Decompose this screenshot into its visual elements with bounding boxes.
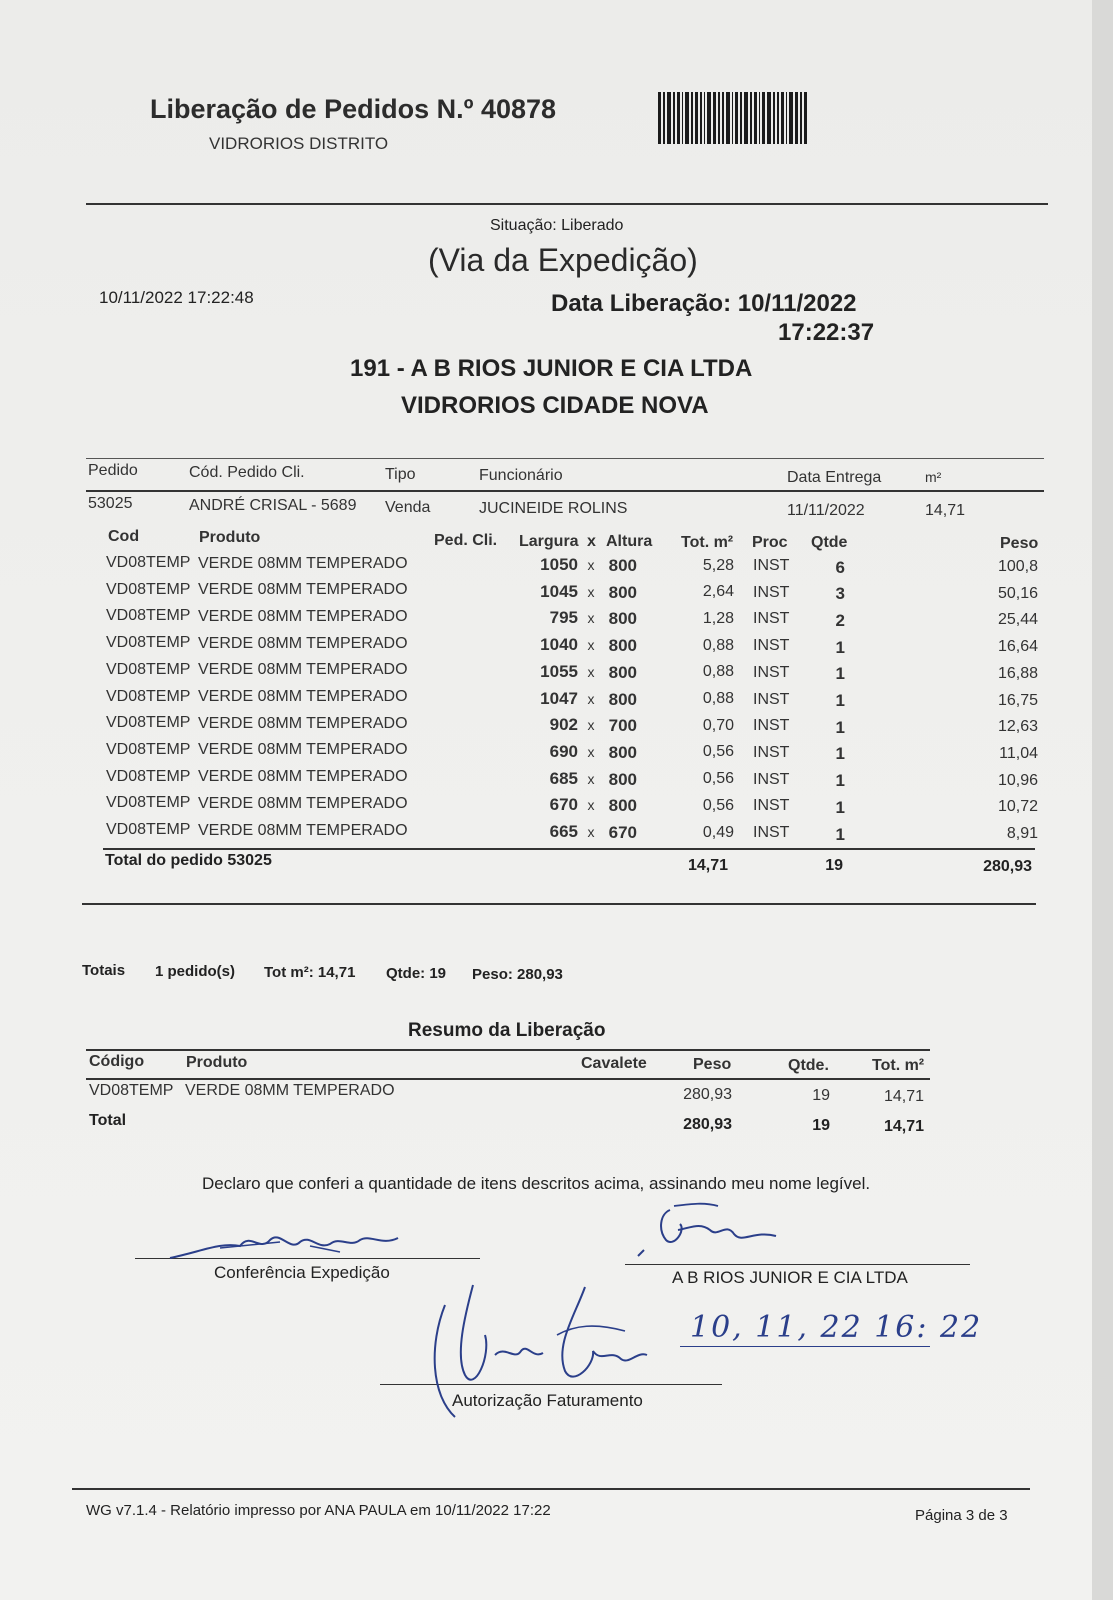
item-proc: INST [753, 717, 790, 735]
item-qtde: 1 [835, 797, 845, 817]
item-peso: 16,88 [997, 664, 1038, 682]
item-qtde: 1 [835, 717, 845, 737]
item-x: x [587, 717, 595, 734]
col-data-entrega: Data Entrega [787, 469, 882, 486]
item-tot-m2: 0,88 [702, 690, 734, 707]
order-total-peso: 280,93 [983, 858, 1032, 875]
item-qtde: 1 [835, 824, 845, 844]
item-largura: 1040 [540, 635, 578, 655]
totals-pedidos: 1 pedido(s) [155, 963, 236, 980]
order-tipo: Venda [385, 499, 431, 516]
header-divider [86, 203, 1048, 205]
item-altura: 800 [608, 689, 637, 709]
item-altura: 800 [608, 796, 637, 816]
item-qtde: 1 [835, 637, 845, 657]
item-x: x [587, 583, 595, 600]
order-cod-cli: ANDRÉ CRISAL - 5689 [189, 497, 357, 514]
item-proc: INST [753, 797, 790, 815]
item-proc: INST [753, 663, 790, 681]
item-largura: 1050 [540, 555, 578, 574]
item-qtde: 2 [835, 610, 845, 630]
item-tot-m2: 0,49 [702, 823, 734, 841]
col-m2: m² [925, 469, 942, 485]
order-funcionario: JUCINEIDE ROLINS [479, 500, 628, 517]
totals-peso: Peso: 280,93 [472, 966, 563, 983]
summary-col-codigo: Código [89, 1053, 145, 1070]
item-peso: 10,96 [997, 771, 1038, 789]
summary-row-qtde: 19 [812, 1087, 830, 1104]
order-pedido: 53025 [88, 495, 133, 512]
summary-top-rule [86, 1049, 930, 1051]
summary-title: Resumo da Liberação [408, 1020, 606, 1041]
item-altura: 800 [608, 582, 637, 602]
summary-col-peso: Peso [693, 1056, 732, 1073]
release-date: Data Liberação: 10/11/2022 [551, 290, 857, 317]
summary-col-produto: Produto [186, 1054, 248, 1071]
summary-row-codigo: VD08TEMP [89, 1082, 174, 1099]
item-largura: 685 [549, 768, 578, 788]
client-name: 191 - A B RIOS JUNIOR E CIA LTDA [350, 355, 753, 382]
summary-total-tot: 14,71 [883, 1118, 924, 1135]
item-altura: 800 [608, 636, 637, 656]
items-total-rule [103, 848, 1035, 850]
item-x: x [587, 797, 595, 814]
item-x: x [587, 770, 595, 787]
item-produto: VERDE 08MM TEMPERADO [198, 794, 408, 812]
item-altura: 700 [608, 716, 637, 736]
handwritten-date-underline [680, 1346, 930, 1347]
col-funcionario: Funcionário [479, 467, 563, 484]
item-tot-m2: 5,28 [702, 556, 734, 574]
item-peso: 50,16 [997, 584, 1038, 602]
client-branch: VIDRORIOS CIDADE NOVA [401, 392, 709, 419]
item-largura: 670 [549, 795, 578, 815]
item-proc: INST [753, 743, 790, 761]
item-altura: 800 [608, 609, 637, 629]
declaration-text: Declaro que conferi a quantidade de itens descritos acima, assinando meu nome legível. [202, 1174, 871, 1193]
summary-row-peso: 280,93 [683, 1086, 732, 1103]
item-qtde: 1 [835, 771, 845, 791]
item-cod: VD08TEMP [106, 821, 191, 838]
summary-col-cavalete: Cavalete [581, 1055, 647, 1072]
item-cod: VD08TEMP [106, 714, 191, 732]
item-largura: 1055 [540, 661, 578, 681]
item-produto: VERDE 08MM TEMPERADO [198, 741, 408, 759]
col-tipo: Tipo [385, 466, 416, 483]
item-proc: INST [753, 690, 790, 708]
item-proc: INST [753, 824, 790, 841]
items-col-produto: Produto [199, 529, 261, 546]
item-altura: 800 [608, 662, 637, 682]
printed-timestamp: 10/11/2022 17:22:48 [99, 288, 254, 307]
summary-total-peso: 280,93 [683, 1116, 732, 1133]
item-largura: 665 [549, 822, 578, 841]
item-peso: 25,44 [997, 611, 1038, 629]
item-produto: VERDE 08MM TEMPERADO [198, 607, 408, 625]
item-proc: INST [753, 770, 790, 788]
item-peso: 10,72 [997, 798, 1038, 816]
item-qtde: 1 [835, 691, 845, 710]
conferencia-signature [160, 1222, 410, 1262]
conferencia-label: Conferência Expedição [214, 1263, 390, 1282]
item-cod: VD08TEMP [106, 580, 191, 598]
item-qtde: 3 [835, 584, 845, 604]
item-peso: 11,04 [999, 744, 1038, 762]
item-tot-m2: 0,88 [702, 663, 734, 681]
item-x: x [587, 824, 595, 840]
item-cod: VD08TEMP [106, 794, 191, 812]
item-qtde: 1 [835, 664, 845, 684]
item-cod: VD08TEMP [106, 634, 191, 652]
summary-row-tot: 14,71 [883, 1088, 924, 1105]
company-name: VIDRORIOS DISTRITO [209, 134, 389, 153]
item-cod: VD08TEMP [106, 660, 191, 678]
order-m2: 14,71 [925, 502, 966, 519]
items-section-divider [82, 903, 1036, 905]
item-largura: 1047 [540, 688, 578, 708]
totals-qtde: Qtde: 19 [386, 965, 447, 982]
summary-total-qtde: 19 [812, 1117, 830, 1134]
item-x: x [587, 637, 595, 654]
item-produto: VERDE 08MM TEMPERADO [198, 821, 408, 839]
summary-row-produto: VERDE 08MM TEMPERADO [185, 1082, 395, 1099]
item-cod: VD08TEMP [106, 607, 191, 625]
item-cod: VD08TEMP [106, 554, 191, 571]
order-header-bottom-rule [86, 490, 1044, 492]
item-proc: INST [753, 637, 790, 655]
item-largura: 690 [549, 741, 578, 761]
item-produto: VERDE 08MM TEMPERADO [198, 661, 408, 679]
item-produto: VERDE 08MM TEMPERADO [198, 688, 408, 705]
item-altura: 670 [608, 823, 637, 842]
col-pedido: Pedido [88, 462, 138, 479]
items-col-proc: Proc [752, 534, 788, 551]
item-cod: VD08TEMP [106, 687, 191, 705]
item-peso: 12,63 [997, 718, 1038, 736]
document-title: Liberação de Pedidos N.º 40878 [150, 94, 557, 124]
item-qtde: 1 [835, 744, 845, 764]
client-signature-label: A B RIOS JUNIOR E CIA LTDA [672, 1268, 908, 1287]
situation-status: Situação: Liberado [490, 217, 624, 234]
handwritten-date: 10, 11, 22 16: 22 [690, 1310, 983, 1345]
item-tot-m2: 0,56 [702, 770, 734, 788]
order-data-entrega: 11/11/2022 [787, 502, 865, 519]
summary-col-qtde: Qtde. [788, 1057, 829, 1074]
item-peso: 8,91 [1006, 825, 1038, 842]
order-header-top-rule [86, 458, 1044, 459]
item-tot-m2: 1,28 [702, 609, 734, 627]
item-produto: VERDE 08MM TEMPERADO [198, 768, 408, 786]
item-largura: 795 [549, 608, 578, 628]
barcode [658, 92, 826, 144]
col-cod-pedido-cli: Cód. Pedido Cli. [189, 464, 305, 481]
item-x: x [587, 663, 595, 680]
item-largura: 902 [549, 715, 578, 735]
client-signature [630, 1200, 800, 1262]
item-produto: VERDE 08MM TEMPERADO [198, 714, 408, 732]
footer-printed-by: WG v7.1.4 - Relatório impresso por ANA PAULA em 10/11/2022 17:22 [86, 1502, 551, 1519]
item-largura: 1045 [540, 581, 578, 601]
item-tot-m2: 0,70 [702, 716, 734, 734]
items-col-tot-m2: Tot. m² [681, 534, 734, 551]
item-tot-m2: 0,56 [702, 796, 734, 814]
order-total-m2: 14,71 [687, 857, 728, 874]
items-col-largura: Largura [519, 533, 579, 550]
order-total-qtde: 19 [825, 857, 843, 874]
item-altura: 800 [608, 769, 637, 789]
item-qtde: 6 [835, 557, 845, 577]
item-proc: INST [753, 557, 790, 574]
item-tot-m2: 0,56 [702, 743, 734, 761]
item-proc: INST [753, 610, 790, 628]
summary-header-rule [86, 1078, 930, 1080]
footer-rule [72, 1488, 1030, 1490]
item-peso: 100,8 [997, 558, 1038, 575]
item-peso: 16,75 [997, 691, 1038, 709]
summary-col-tot-m2: Tot. m² [872, 1057, 925, 1074]
summary-total-label: Total [89, 1112, 127, 1129]
item-produto: VERDE 08MM TEMPERADO [198, 554, 408, 572]
footer-page-number: Página 3 de 3 [915, 1507, 1008, 1524]
items-col-cod: Cod [108, 528, 140, 545]
item-x: x [587, 690, 595, 707]
item-tot-m2: 0,88 [702, 636, 734, 654]
item-tot-m2: 2,64 [702, 583, 734, 601]
item-altura: 800 [608, 742, 637, 762]
copy-type: (Via da Expedição) [428, 242, 698, 278]
autorizacao-signature [425, 1275, 655, 1425]
item-x: x [587, 557, 595, 573]
items-col-peso: Peso [1000, 535, 1039, 552]
item-x: x [587, 743, 595, 760]
item-peso: 16,64 [997, 638, 1038, 656]
items-col-ped-cli: Ped. Cli. [434, 532, 498, 549]
client-signature-line [625, 1264, 970, 1265]
item-produto: VERDE 08MM TEMPERADO [198, 634, 408, 652]
item-cod: VD08TEMP [106, 767, 191, 785]
totals-m2: Tot m²: 14,71 [264, 964, 356, 981]
item-cod: VD08TEMP [106, 740, 191, 758]
order-total-label: Total do pedido 53025 [105, 852, 272, 869]
items-col-x: x [587, 533, 596, 550]
totals-label: Totais [82, 962, 126, 979]
release-time: 17:22:37 [778, 319, 875, 346]
items-col-qtde: Qtde [811, 534, 848, 551]
item-x: x [587, 610, 595, 627]
item-produto: VERDE 08MM TEMPERADO [198, 581, 408, 599]
item-proc: INST [753, 583, 790, 601]
item-altura: 800 [608, 556, 637, 575]
autorizacao-label: Autorização Faturamento [452, 1391, 643, 1410]
items-col-altura: Altura [606, 533, 653, 550]
